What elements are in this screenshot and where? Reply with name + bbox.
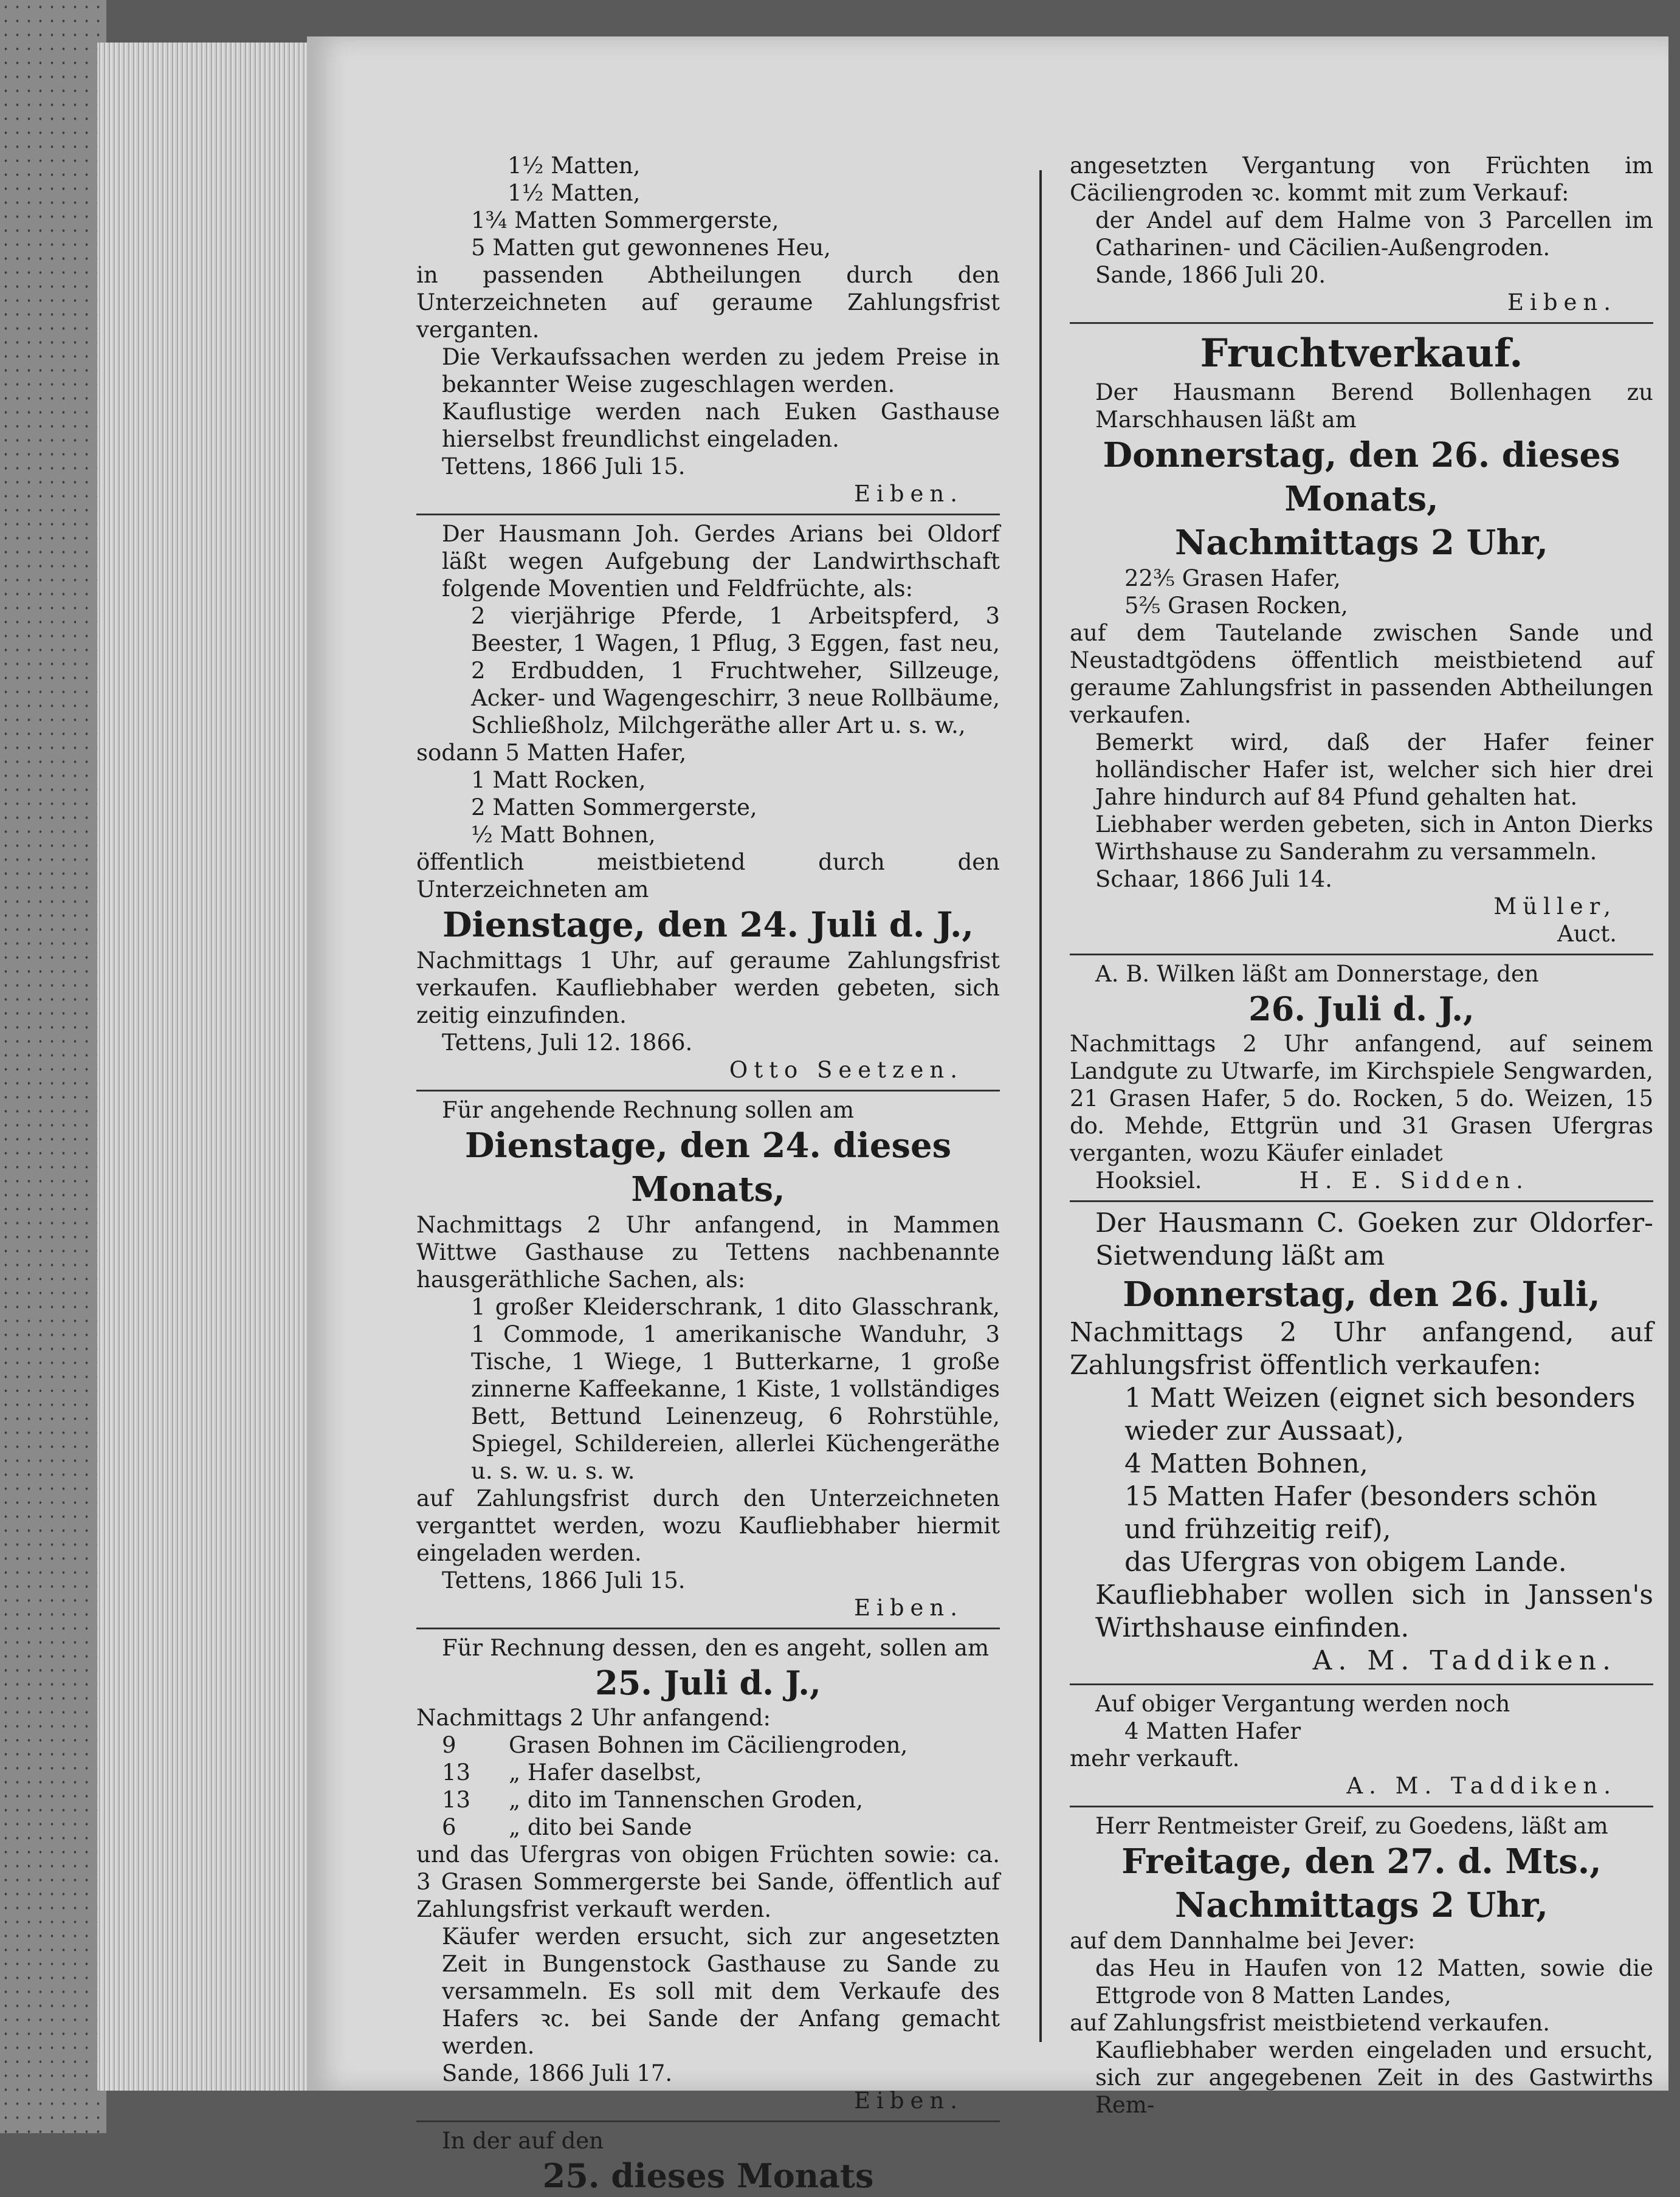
b5-tail: mehr verkauft. [1070, 1745, 1240, 1772]
separator [1070, 1200, 1653, 1202]
left-column [416, 152, 1000, 2197]
column-divider [1039, 170, 1042, 2042]
b6-paragraph: Kaufliebhaber werden eingeladen und ersucht, sich zur angegebenen Zeit in des Gastwirths Rem- [1095, 2037, 1653, 2118]
a4-row-qty: 13 [442, 1787, 471, 1813]
b2-title: Fruchtverkauf. [1200, 331, 1523, 376]
a4-paragraph: Käufer werden ersucht, sich zur angesetzten Zeit in Bungenstock Gasthause zu Sande zu versammeln. Es soll mit dem Verkaufe des Hafers ꝛc. bei Sande der Anfang gemacht werden. [442, 1924, 1000, 2059]
a4-time: Nachmittags 2 Uhr anfangend: [416, 1705, 771, 1731]
b4-intro: Der Hausmann C. Goeken zur Oldorfer-Sietwendung läßt am [1095, 1208, 1653, 1271]
separator [1070, 322, 1653, 324]
b3-signature: H. E. Sidden. [1299, 1167, 1529, 1194]
b2-list-item: 22⅗ Grasen Hafer, [1124, 565, 1341, 591]
a3-headline: Dienstage, den 24. dieses Monats, [464, 1126, 952, 1209]
a2-tail: Nachmittags 1 Uhr, auf geraume Zahlungsfrist verkaufen. Kaufliebhaber werden gebeten, sich zeitig einzufinden. [416, 947, 1000, 1028]
b2-signature: Müller, [1493, 893, 1617, 920]
a4-row-qty: 13 [442, 1759, 471, 1786]
right-column [1070, 152, 1653, 2119]
a4-row-text: Grasen Bohnen im Cäciliengroden, [509, 1732, 908, 1758]
a2-sodann: sodann 5 Matten Hafer, [416, 740, 687, 766]
a1-paragraph: Die Verkaufssachen werden zu jedem Preise in bekannter Weise zugeschlagen werden. [442, 344, 1000, 397]
b5-signature: A. M. Taddiken. [1346, 1773, 1617, 1799]
page-stack-edges [97, 43, 310, 2091]
a4-row [416, 1786, 1000, 1814]
b2-body: auf dem Tautelande zwischen Sande und Neustadtgödens öffentlich meistbietend auf geraume Zahlungsfrist in passenden Abtheilungen verkaufen. [1070, 620, 1653, 728]
a4-row-qty: 9 [442, 1732, 456, 1758]
a4-row [416, 1814, 1000, 1841]
a1-signature: Eiben. [853, 481, 963, 507]
separator [1070, 954, 1653, 955]
a1-line: 5 Matten gut gewonnenes Heu, [471, 235, 831, 261]
a3-body: Nachmittags 2 Uhr anfangend, in Mammen Wittwe Gasthause zu Tettens nachbenannte hausgeräthliche Sachen, als: [416, 1212, 1000, 1293]
b4-list-item: das Ufergras von obigem Lande. [1124, 1547, 1567, 1578]
a4-headline: 25. Juli d. J., [595, 1663, 821, 1702]
b2-date: Schaar, 1866 Juli 14. [1095, 866, 1333, 892]
b6-place: auf dem Dannhalme bei Jever: [1070, 1928, 1416, 1954]
a2-list-item: 1 Matt Rocken, [471, 767, 646, 793]
b2-paragraph: Bemerkt wird, daß der Hafer feiner holländischer Hafer ist, welcher sich hier drei Jahre hindurch auf 84 Pfund gehalten hat. [1095, 729, 1653, 810]
b3-headline: 26. Juli d. J., [1248, 989, 1475, 1028]
a2-intro: Der Hausmann Joh. Gerdes Arians bei Oldorf läßt wegen Aufgebung der Landwirthschaft folgende Moventien und Feldfrüchte, als: [442, 521, 1000, 602]
b4-list-item: 15 Matten Hafer (besonders schön und frühzeitig reif), [1124, 1481, 1597, 1545]
b4-headline: Donnerstag, den 26. Juli, [1123, 1274, 1600, 1315]
b3-intro: A. B. Wilken läßt am Donnerstage, den [1095, 961, 1539, 987]
b1-date: Sande, 1866 Juli 20. [1095, 262, 1326, 288]
b6-body: auf Zahlungsfrist meistbietend verkaufen. [1070, 2010, 1551, 2036]
a4-row-text: „ dito bei Sande [509, 1814, 692, 1840]
separator [416, 514, 1000, 515]
a4-row-qty: 6 [442, 1814, 456, 1840]
book-spine-edge [0, 0, 106, 2133]
a2-signature: Otto Seetzen. [729, 1057, 963, 1083]
a2-items: 2 vierjährige Pferde, 1 Arbeitspferd, 3 Beester, 1 Wagen, 1 Pflug, 3 Eggen, fast neu, 2 Erdbudden, 1 Fruchtweher, Sillzeuge, Acker- und Wagengeschirr, 3 neue Rollbäume, Schließholz, Milchgeräthe aller Art u. s. w., [471, 603, 1000, 738]
a3-signature: Eiben. [853, 1595, 963, 1621]
a3-items: 1 großer Kleiderschrank, 1 dito Glasschrank, 1 Commode, 1 amerikanische Wanduhr, 3 Tische, 1 Wiege, 1 Butterkarne, 1 große zinnerne Kaffeekanne, 1 Kiste, 1 vollständiges Bett, Bettund Leinenzeug, 6 Rohrstühle, Spiegel, Schildereien, allerlei Küchengeräthe u. s. w. u. s. w. [471, 1294, 1000, 1484]
b3-signature-line [1070, 1167, 1653, 1194]
a4-intro: Für Rechnung dessen, den es angeht, sollen am [442, 1635, 990, 1661]
b4-list-item: 4 Matten Bohnen, [1124, 1448, 1368, 1479]
b6-intro: Herr Rentmeister Greif, zu Goedens, läßt am [1095, 1813, 1608, 1839]
a4-row-text: „ dito im Tannenschen Groden, [509, 1787, 864, 1813]
a1-line: 1¾ Matten Sommergerste, [471, 207, 779, 233]
b2-signature-title: Auct. [1557, 921, 1617, 947]
a1-date: Tettens, 1866 Juli 15. [442, 453, 686, 480]
separator [1070, 1806, 1653, 1807]
a4-row [416, 1759, 1000, 1786]
b2-headline: Donnerstag, den 26. dieses Monats, [1103, 435, 1620, 519]
a1-line: 1½ Matten, [508, 153, 641, 179]
b1-signature: Eiben. [1507, 289, 1617, 315]
b5-item: 4 Matten Hafer [1124, 1718, 1301, 1744]
b2-headline-time: Nachmittags 2 Uhr, [1175, 523, 1548, 563]
a2-date: Tettens, Juli 12. 1866. [442, 1030, 693, 1056]
b1-body: angesetzten Vergantung von Früchten im Cäciliengroden ꝛc. kommt mit zum Verkauf: [1070, 153, 1653, 206]
b3-body: Nachmittags 2 Uhr anfangend, auf seinem Landgute zu Utwarfe, im Kirchspiele Sengwarden, 21 Grasen Hafer, 5 do. Rocken, 5 do. Weizen, 15 do. Mehde, Ettgrün und 31 Grasen Ufergras verganten, wozu Käufer einladet [1070, 1031, 1653, 1166]
separator [416, 2120, 1000, 2122]
b4-signature: A. M. Taddiken. [1312, 1645, 1617, 1676]
a2-headline: Dienstage, den 24. Juli d. J., [442, 905, 974, 945]
a3-intro: Für angehende Rechnung sollen am [442, 1097, 855, 1123]
b4-body: Nachmittags 2 Uhr anfangend, auf Zahlungsfrist öffentlich verkaufen: [1070, 1317, 1653, 1381]
a1-line: 1½ Matten, [508, 180, 641, 206]
b6-item: das Heu in Haufen von 12 Matten, sowie die Ettgrode von 8 Matten Landes, [1095, 1955, 1653, 2009]
a3-date: Tettens, 1866 Juli 15. [442, 1567, 686, 1594]
a2-list-item: 2 Matten Sommergerste, [471, 794, 757, 820]
separator [1070, 1683, 1653, 1685]
a2-body: öffentlich meistbietend durch den Unterzeichneten am [416, 849, 1000, 903]
a4-row-text: „ Hafer daselbst, [509, 1759, 703, 1786]
a4-row [416, 1731, 1000, 1759]
a2-list-item: ½ Matt Bohnen, [471, 822, 656, 848]
separator [416, 1628, 1000, 1629]
b5-intro: Auf obiger Vergantung werden noch [1095, 1691, 1510, 1717]
b3-place: Hooksiel. [1095, 1167, 1202, 1194]
newspaper-page [307, 36, 1668, 2195]
b2-paragraph: Liebhaber werden gebeten, sich in Anton Dierks Wirthshause zu Sanderahm zu versammeln. [1095, 811, 1653, 865]
b2-intro: Der Hausmann Berend Bollenhagen zu Marschhausen läßt am [1095, 379, 1653, 433]
a4-body: und das Ufergras von obigen Früchten sowie: ca. 3 Grasen Sommergerste bei Sande, öffentlich auf Zahlungsfrist verkauft werden. [416, 1841, 1000, 1922]
b6-headline-time: Nachmittags 2 Uhr, [1175, 1885, 1548, 1925]
b2-list-item: 5⅖ Grasen Rocken, [1124, 593, 1348, 619]
a1-paragraph: Kauflustige werden nach Euken Gasthause hierselbst freundlichst eingeladen. [442, 399, 1000, 452]
b4-list-item: 1 Matt Weizen (eignet sich besonders wieder zur Aussaat), [1124, 1383, 1636, 1446]
a3-tail: auf Zahlungsfrist durch den Unterzeichneten verganttet werden, wozu Kaufliebhaber hiermit eingeladen werden. [416, 1485, 1000, 1566]
b4-paragraph: Kaufliebhaber wollen sich in Janssen's Wirthshause einfinden. [1095, 1580, 1653, 1643]
b6-headline: Freitage, den 27. d. Mts., [1121, 1841, 1602, 1882]
a4-date: Sande, 1866 Juli 17. [442, 2060, 673, 2086]
a5-headline: 25. dieses Monats [542, 2156, 874, 2195]
b1-item: der Andel auf dem Halme von 3 Parcellen im Catharinen- und Cäcilien-Außengroden. [1095, 207, 1653, 261]
a5-intro: In der auf den [442, 2128, 604, 2154]
separator [416, 1090, 1000, 1092]
a1-body: in passenden Abtheilungen durch den Unterzeichneten auf geraume Zahlungsfrist verganten. [416, 262, 1000, 343]
a4-signature: Eiben. [853, 2088, 963, 2114]
